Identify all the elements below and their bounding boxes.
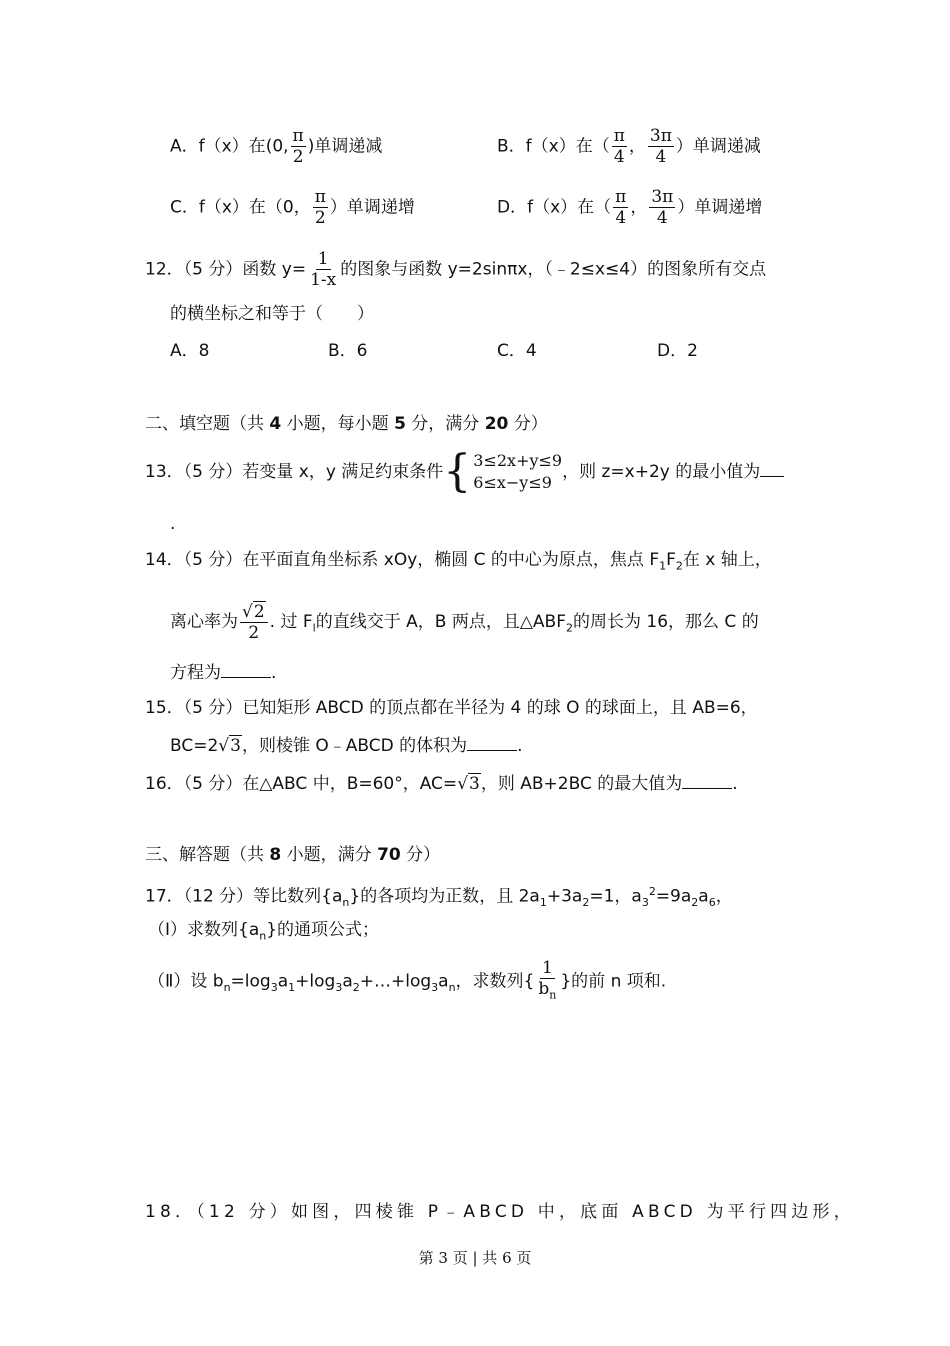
q14-l2-d: 的周长为 16，那么 C 的 xyxy=(572,612,759,632)
q18-line1: 18．（12 分）如图，四棱锥 P﹣ABCD 中，底面 ABCD 为平行四边形， xyxy=(145,1202,855,1222)
sqrt xyxy=(457,772,481,796)
constraint-row-2: 6≤x−y≤9 xyxy=(473,473,552,492)
q17-p2-t: =log xyxy=(230,971,271,992)
q11-option-d xyxy=(497,187,762,228)
radicand: 2 xyxy=(253,601,265,622)
page-footer: 第 3 页 | 共 6 页 xyxy=(418,1249,532,1267)
s2-p: 5 xyxy=(394,414,406,434)
q13-stem xyxy=(145,448,784,496)
q17-p2-t: a xyxy=(277,971,289,992)
q17-s: 3 xyxy=(641,896,649,910)
q17-t: }的各项均为正数，且 2a xyxy=(349,886,540,907)
q17-t: =1，a xyxy=(589,886,642,907)
q11-a-tail: 单调递减 xyxy=(314,136,383,157)
frac-den: 4 xyxy=(656,208,668,228)
frac-den: 4 xyxy=(615,208,627,228)
fraction xyxy=(291,126,306,167)
frac-num: 1 xyxy=(541,958,553,978)
q11-option-b xyxy=(497,126,761,167)
brace-glyph: { xyxy=(443,446,472,497)
q17-p2-t: a xyxy=(342,971,353,992)
radicand: 3 xyxy=(230,736,241,756)
q14-l3-text: 方程为 xyxy=(170,663,221,683)
s3-n: 8 xyxy=(269,845,282,865)
q12-stem-a: 12．（5 分）函数 y= xyxy=(145,259,307,280)
q17-t: +3a xyxy=(546,886,583,907)
frac-num: π xyxy=(615,187,627,207)
radical-icon: √ xyxy=(218,736,230,756)
q13-stem-text: 13．（5 分）若变量 x，y 满足约束条件 xyxy=(145,462,444,482)
frac-num: π xyxy=(613,126,625,146)
q17-p2-s: 3 xyxy=(431,981,439,995)
q14-l2-b: . 过 F xyxy=(269,612,313,632)
q14-l2-sub1: l xyxy=(312,621,316,635)
q14-l1-text: 14．（5 分）在平面直角坐标系 xOy，椭圆 C 的中心为原点，焦点 F xyxy=(145,550,660,570)
q17-p1-a: （Ⅰ）求数列{a xyxy=(148,920,260,940)
q11-d-comma: ， xyxy=(630,197,648,218)
fraction xyxy=(308,249,338,290)
q17-s: 2 xyxy=(691,896,699,910)
q14-l2-sub2: 2 xyxy=(565,621,573,635)
q17-p1-b: }的通项公式； xyxy=(266,920,380,940)
q17-p2-s: 3 xyxy=(270,981,278,995)
q16-line xyxy=(145,770,738,796)
s2-a: 二、填空题（共 xyxy=(145,414,270,434)
q14-l2-a: 离心率为 xyxy=(170,612,238,632)
q11-b-label: B．f（x）在（ xyxy=(497,136,610,157)
q11-d-tail: ）单调递增 xyxy=(677,197,763,218)
q17-sup: 2 xyxy=(648,885,656,898)
frac-den: 4 xyxy=(613,147,625,167)
q12-stem xyxy=(145,249,766,290)
q11-b-comma: ， xyxy=(628,136,646,157)
q17-p2-s: n xyxy=(448,981,456,995)
frac-num: π xyxy=(292,126,304,146)
fraction xyxy=(613,187,628,228)
fraction xyxy=(313,187,328,228)
frac-num: 3π xyxy=(651,187,674,207)
s3-a: 三、解答题（共 xyxy=(145,845,270,865)
s3-b: 小题，满分 xyxy=(281,845,378,865)
q14-l3-end: . xyxy=(271,663,277,683)
fraction xyxy=(649,187,675,228)
q16-end: . xyxy=(732,774,738,794)
answer-blank xyxy=(221,659,271,678)
q14-l1-tail: 在 x 轴上， xyxy=(682,550,772,570)
q14-line1 xyxy=(145,548,772,578)
q11-a-label: A．f（x）在 xyxy=(170,136,266,157)
section-2-heading xyxy=(145,412,548,436)
q11-b-tail: ）单调递减 xyxy=(675,136,761,157)
q15-l2-end: . xyxy=(517,736,523,756)
q17-s: 2 xyxy=(582,896,590,910)
q11-option-c xyxy=(170,187,415,228)
s3-t: 70 xyxy=(377,845,401,865)
s2-c: 分，满分 xyxy=(405,414,485,434)
q16-b: ，则 AB+2BC 的最大值为 xyxy=(480,774,683,794)
q11-a-open: (0, xyxy=(265,136,289,157)
frac-den: 2 xyxy=(292,147,304,167)
q17-p2-t: ，求数列{ xyxy=(455,971,535,992)
q17-p2-t: （Ⅱ）设 b xyxy=(148,971,224,992)
q17-p1-s: n xyxy=(259,929,267,943)
q17-part2 xyxy=(148,958,666,1010)
q17-p2-s: 1 xyxy=(288,981,296,995)
q17-p2-t: a xyxy=(438,971,449,992)
frac-den xyxy=(536,979,558,1005)
radicand: 3 xyxy=(469,774,480,794)
q12-option-c: C．4 xyxy=(497,341,537,361)
radical-icon: √ xyxy=(242,601,253,622)
fraction xyxy=(536,958,558,1005)
frac-num xyxy=(240,602,268,623)
q17-p2-t: +log xyxy=(295,971,336,992)
q16-a: 16．（5 分）在△ABC 中，B=60°，AC= xyxy=(145,774,458,794)
s2-d: 分） xyxy=(508,414,548,434)
q17-p2-s: 3 xyxy=(335,981,343,995)
frac-den: 1-x xyxy=(310,270,337,290)
q17-line1 xyxy=(145,880,733,915)
constraint-row-1: 3≤2x+y≤9 xyxy=(473,451,563,470)
answer-blank xyxy=(682,770,732,789)
fraction xyxy=(648,126,674,167)
q17-t: ， xyxy=(715,886,733,907)
section-3-heading xyxy=(145,843,440,867)
q11-option-a xyxy=(170,126,382,167)
frac-num: 1 xyxy=(317,249,329,269)
q17-p2-s: n xyxy=(223,981,231,995)
q17-p2-s: 2 xyxy=(352,981,360,995)
q14-l2-c: 的直线交于 A，B 两点，且△ABF xyxy=(315,612,566,632)
q11-c-label: C．f（x）在（0， xyxy=(170,197,311,218)
s3-c: 分） xyxy=(400,845,441,865)
q14-sub1: 1 xyxy=(659,559,667,573)
s2-t: 20 xyxy=(484,414,509,434)
q11-d-label: D．f（x）在（ xyxy=(497,197,612,218)
frac-den-sub: n xyxy=(549,988,557,1002)
q17-t: a xyxy=(698,886,709,907)
q14-line3 xyxy=(170,659,276,685)
q15-l2-b: ，则棱锥 O﹣ABCD 的体积为 xyxy=(241,736,468,756)
frac-num: π xyxy=(314,187,326,207)
s2-b: 小题，每小题 xyxy=(281,414,395,434)
q11-c-tail: ）单调递增 xyxy=(329,197,415,218)
radical-icon: √ xyxy=(457,774,469,794)
q12-option-a: A．8 xyxy=(170,341,210,361)
answer-blank xyxy=(760,458,784,477)
frac-num: 3π xyxy=(649,126,672,146)
q14-line2 xyxy=(170,600,759,650)
q17-part1 xyxy=(148,918,379,948)
sqrt xyxy=(242,602,266,622)
frac-den: 2 xyxy=(314,208,326,228)
q12-stem-b: 的图象与函数 y=2sinπx，（﹣2≤x≤4）的图象所有交点 xyxy=(340,259,767,280)
q15-line2 xyxy=(170,732,523,758)
q15-l2-a: BC=2 xyxy=(170,736,219,756)
frac-den-base: b xyxy=(538,979,550,999)
q13-tail: ，则 z=x+2y 的最小值为 xyxy=(562,462,761,482)
q12-option-b: B．6 xyxy=(328,341,368,361)
q12-line2: 的横坐标之和等于（ ） xyxy=(170,304,374,324)
q17-s: n xyxy=(342,896,350,910)
s2-n: 4 xyxy=(269,414,282,434)
q12-option-d: D．2 xyxy=(657,341,698,361)
frac-den: 4 xyxy=(655,147,667,167)
q17-p2-t: +…+log xyxy=(359,971,432,992)
q17-s: 1 xyxy=(539,896,547,910)
q13-dot: . xyxy=(170,514,176,534)
frac-den: 2 xyxy=(248,622,260,643)
fraction xyxy=(612,126,627,167)
q17-s: 6 xyxy=(708,896,716,910)
q17-t: =9a xyxy=(655,886,692,907)
q14-l1-mid: F xyxy=(666,550,676,570)
q14-sub2: 2 xyxy=(675,559,683,573)
fraction xyxy=(240,602,268,643)
q17-t: 17．（12 分）等比数列{a xyxy=(145,886,343,907)
q17-p2-t: }的前 n 项和. xyxy=(560,971,667,992)
sqrt xyxy=(218,734,242,758)
q11-a-close: ) xyxy=(307,136,315,157)
constraint-system xyxy=(443,446,563,497)
answer-blank xyxy=(467,732,517,751)
q15-line1: 15．（5 分）已知矩形 ABCD 的顶点都在半径为 4 的球 O 的球面上，且 AB=6， xyxy=(145,698,758,718)
